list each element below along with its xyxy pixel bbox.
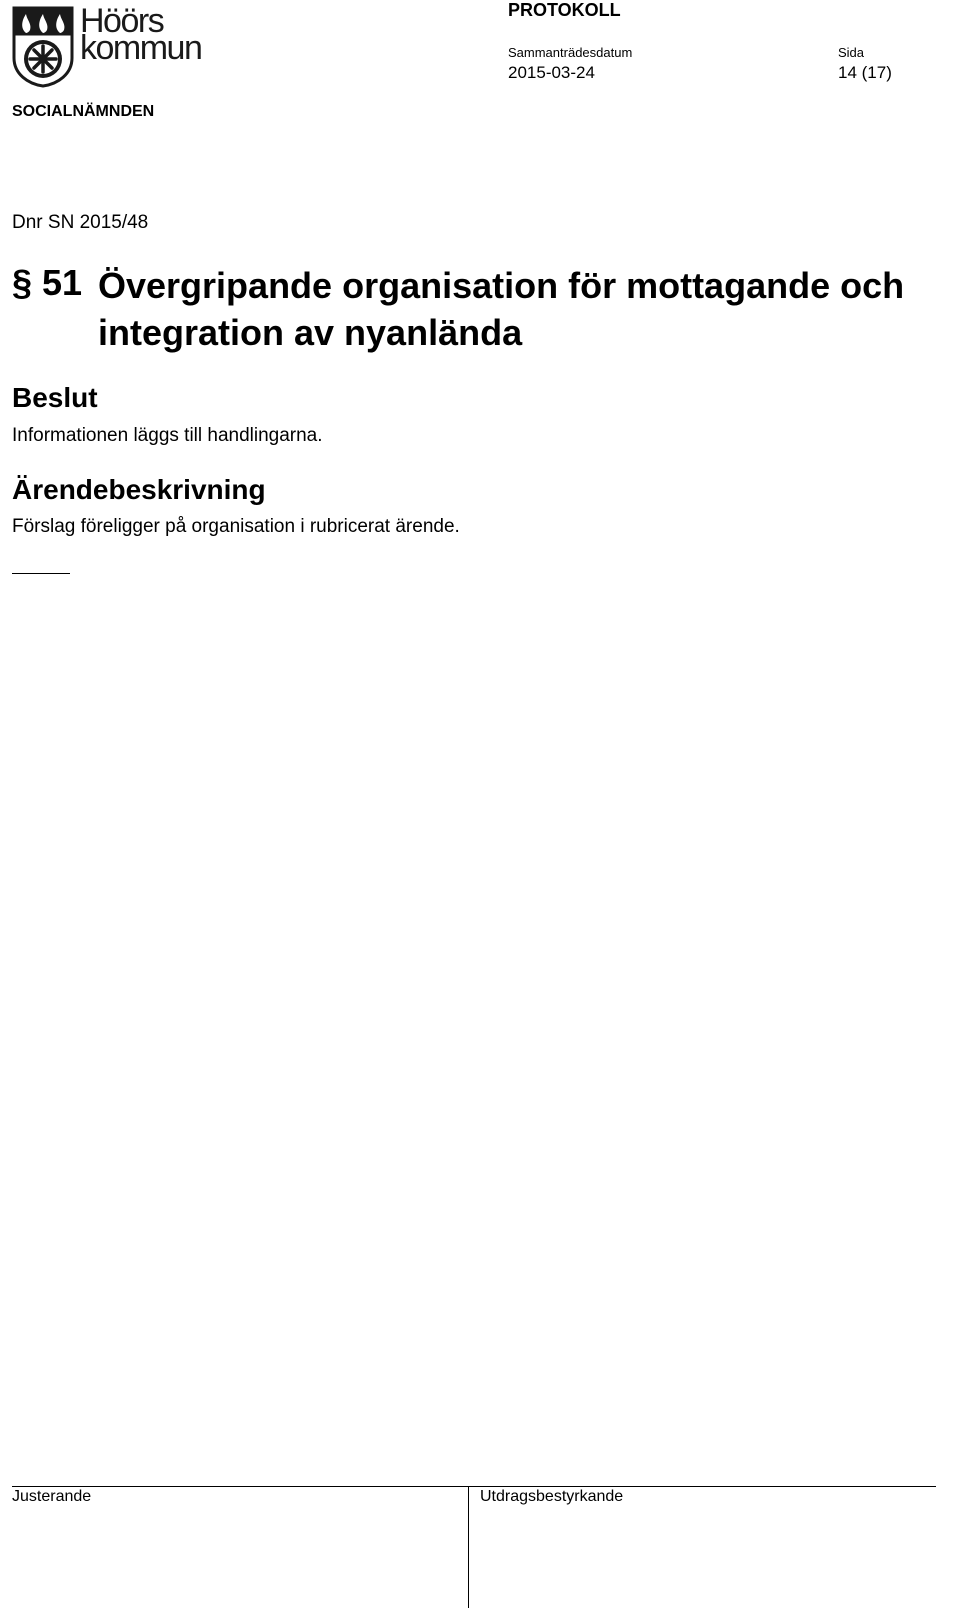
paragraph-number: 51 — [42, 262, 83, 303]
logo-line-2: kommun — [80, 29, 202, 67]
case-title: Övergripande organisation för mottagande och integration av nyanlända — [98, 265, 905, 353]
decision-text: Informationen läggs till handlingarna. — [12, 425, 323, 446]
document-type: PROTOKOLL — [508, 0, 621, 20]
meeting-date-value: 2015-03-24 — [508, 63, 595, 82]
description-heading: Ärendebeskrivning — [12, 474, 266, 505]
logo-line-1: Höörs — [80, 2, 164, 40]
footer-adjuster-label: Justerande — [12, 1488, 92, 1505]
footer-column-divider — [468, 1486, 469, 1608]
case-reference: Dnr SN 2015/48 — [12, 212, 149, 233]
page-value: 14 (17) — [838, 63, 892, 82]
committee-name: SOCIALNÄMNDEN — [12, 103, 155, 120]
municipality-logo — [12, 2, 212, 88]
coat-of-arms-icon — [12, 6, 74, 88]
section-end-rule — [12, 573, 70, 574]
page-label: Sida — [838, 45, 865, 60]
decision-heading: Beslut — [12, 382, 98, 413]
paragraph-sign: § — [12, 262, 33, 303]
meeting-date-label: Sammanträdesdatum — [508, 45, 633, 60]
footer-divider — [12, 1486, 936, 1487]
description-text: Förslag föreligger på organisation i rubricerat ärende. — [12, 516, 460, 537]
logo-wordmark — [80, 2, 202, 67]
footer-certification-label: Utdragsbestyrkande — [480, 1488, 624, 1505]
